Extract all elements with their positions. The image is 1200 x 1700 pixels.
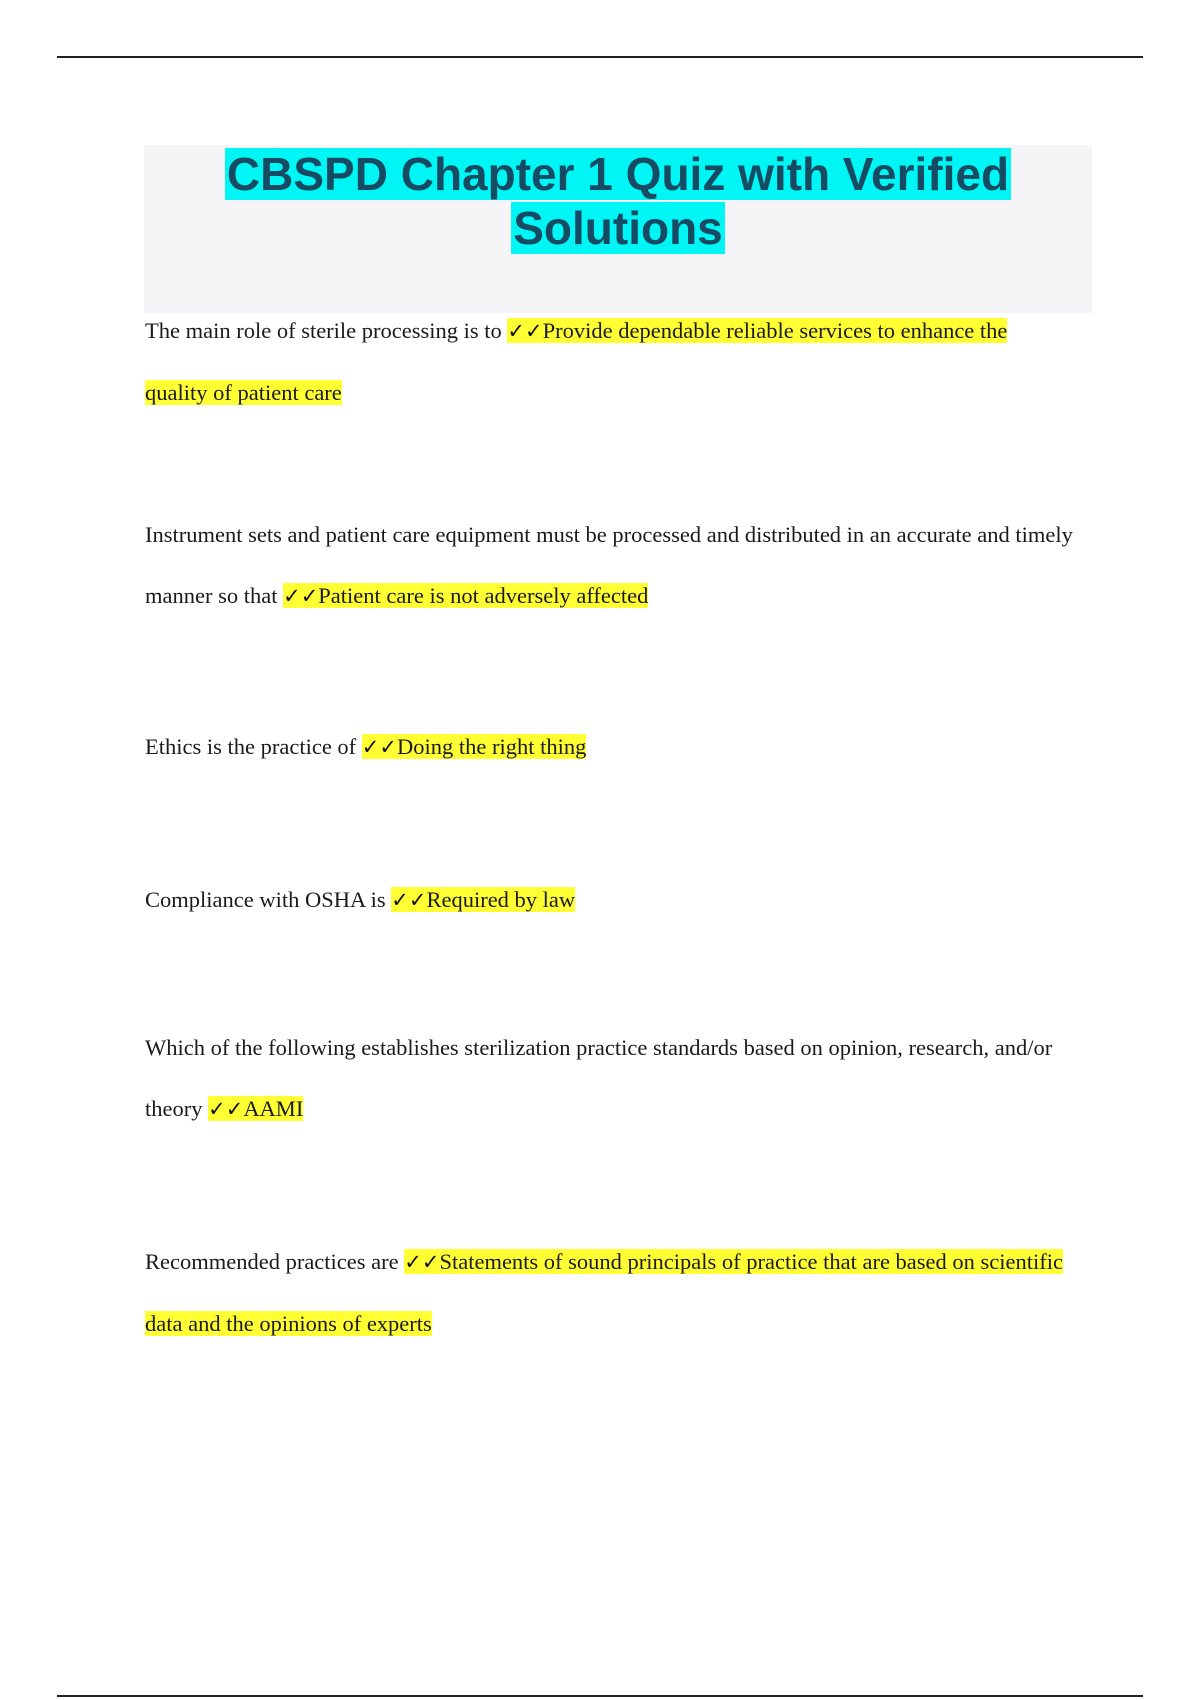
qa-item-1	[145, 300, 1075, 423]
answer-text-2: Patient care is not adversely affected	[318, 583, 649, 608]
question-text-5: Which of the following establishes sterilization practice standards based on opinion, research, and/or theory	[145, 1035, 1053, 1121]
page-title-text: CBSPD Chapter 1 Quiz with Verified Solutions	[226, 148, 1010, 254]
check-mark-icon: ✓✓	[507, 319, 543, 343]
check-mark-icon: ✓✓	[391, 888, 427, 912]
qa-item-3	[145, 716, 1075, 778]
answer-text-1: Provide dependable reliable services to enhance the quality of patient care	[145, 318, 1008, 405]
answer-highlight-5	[208, 1096, 303, 1121]
check-mark-icon: ✓✓	[404, 1250, 440, 1274]
bottom-rule	[57, 1695, 1143, 1697]
question-text-4: Compliance with OSHA is	[145, 887, 392, 912]
answer-text-5: AAMI	[243, 1096, 304, 1121]
answer-highlight-2	[283, 583, 648, 608]
qa-item-2	[145, 504, 1075, 627]
question-text-3: Ethics is the practice of	[145, 734, 362, 759]
question-text-1: The main role of sterile processing is to	[145, 318, 508, 343]
qa-item-4	[145, 869, 1075, 931]
qa-item-5	[145, 1017, 1075, 1140]
answer-text-3: Doing the right thing	[397, 734, 587, 759]
question-text-2: Instrument sets and patient care equipment must be processed and distributed in an accurate and timely manner so that	[145, 522, 1073, 608]
answer-text-6: Statements of sound principals of practice that are based on scientific data and the opinions of experts	[145, 1249, 1063, 1336]
question-text-6: Recommended practices are	[145, 1249, 405, 1274]
top-rule	[57, 56, 1143, 58]
answer-text-4: Required by law	[426, 887, 576, 912]
check-mark-icon: ✓✓	[283, 584, 319, 608]
check-mark-icon: ✓✓	[208, 1097, 244, 1121]
answer-highlight-4	[391, 887, 575, 912]
page-title	[144, 145, 1092, 255]
qa-item-6	[145, 1231, 1075, 1354]
answer-highlight-3	[362, 734, 587, 759]
title-box	[144, 145, 1092, 313]
check-mark-icon: ✓✓	[361, 735, 397, 759]
